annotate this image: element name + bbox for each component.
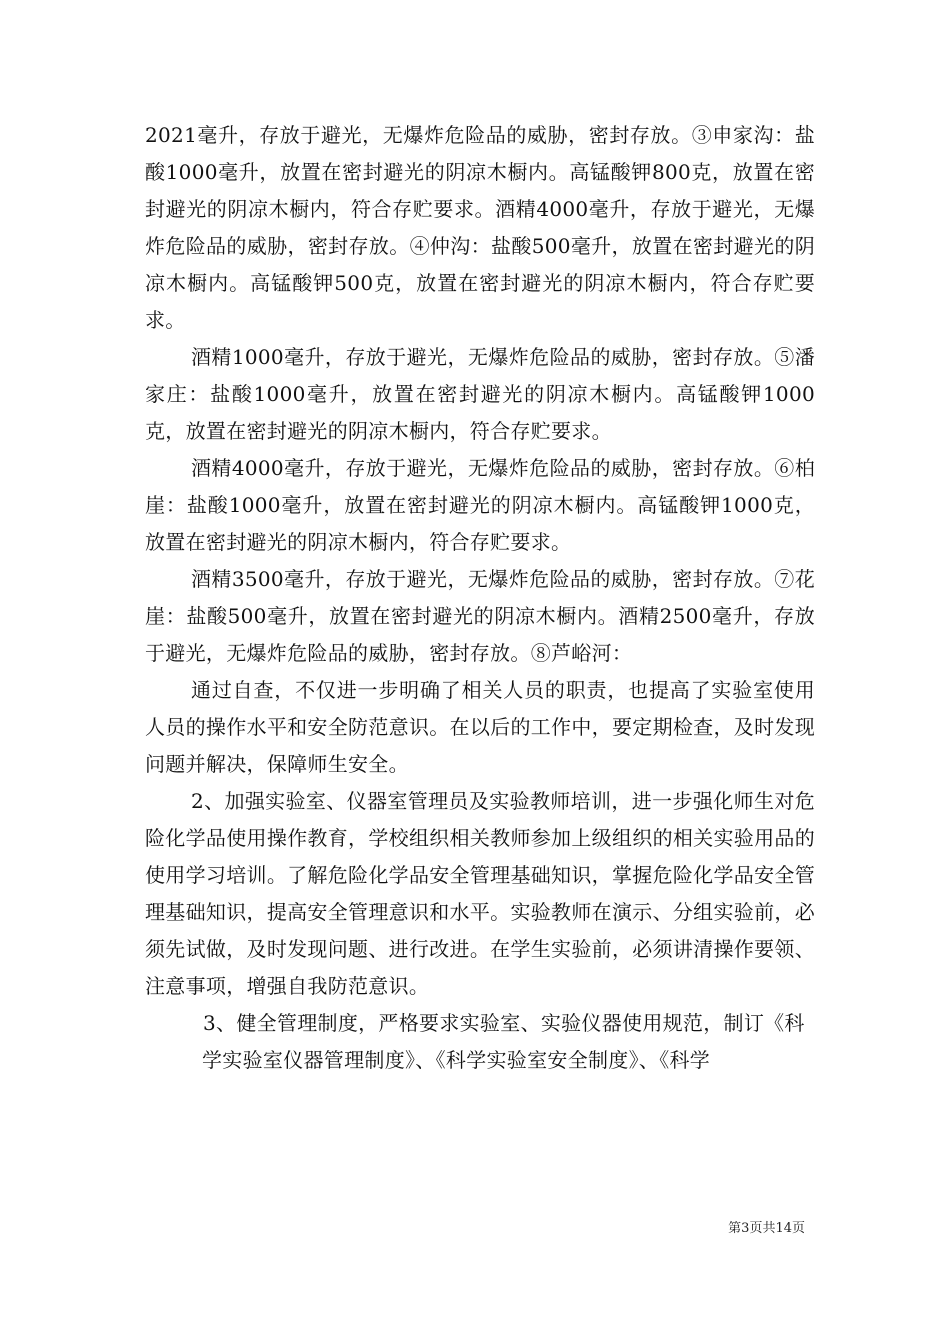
document-body	[145, 117, 815, 1079]
paragraph-4: 酒精3500毫升，存放于避光，无爆炸危险品的威胁，密封存放。⑦花崖：盐酸500毫升，放置在密封避光的阴凉木橱内。酒精2500毫升，存放于避光，无爆炸危险品的威胁，密封存放。⑧芦峪河：	[145, 567, 815, 665]
paragraph-2: 酒精1000毫升，存放于避光，无爆炸危险品的威胁，密封存放。⑤潘家庄：盐酸1000毫升，放置在密封避光的阴凉木橱内。高锰酸钾1000克，放置在密封避光的阴凉木橱内，符合存贮要求。	[145, 345, 815, 443]
paragraph-1: 2021毫升，存放于避光，无爆炸危险品的威胁，密封存放。③申家沟：盐酸1000毫升，放置在密封避光的阴凉木橱内。高锰酸钾800克，放置在密封避光的阴凉木橱内，符合存贮要求。酒精4000毫升，存放于避光，无爆炸危险品的威胁，密封存放。④仲沟：盐酸500毫升，放置在密封避光的阴凉木橱内。高锰酸钾500克，放置在密封避光的阴凉木橱内，符合存贮要求。	[145, 123, 815, 332]
paragraph-3: 酒精4000毫升，存放于避光，无爆炸危险品的威胁，密封存放。⑥柏崖：盐酸1000毫升，放置在密封避光的阴凉木橱内。高锰酸钾1000克，放置在密封避光的阴凉木橱内，符合存贮要求。	[145, 456, 815, 554]
paragraph-5: 通过自查，不仅进一步明确了相关人员的职责，也提高了实验室使用人员的操作水平和安全防范意识。在以后的工作中，要定期检查，及时发现问题并解决，保障师生安全。	[145, 678, 815, 776]
page-number-footer: 第3页共14页	[728, 1221, 805, 1236]
paragraph-8: 学实验室仪器管理制度》、《科学实验室安全制度》、《科学	[202, 1048, 711, 1072]
paragraph-7: 3、健全管理制度，严格要求实验室、实验仪器使用规范，制订《科	[203, 1011, 805, 1035]
paragraph-6: 2、加强实验室、仪器室管理员及实验教师培训，进一步强化师生对危险化学品使用操作教育，学校组织相关教师参加上级组织的相关实验用品的使用学习培训。了解危险化学品安全管理基础知识，掌握危险化学品安全管理基础知识，提高安全管理意识和水平。实验教师在演示、分组实验前，必须先试做，及时发现问题、进行改进。在学生实验前，必须讲清操作要领、注意事项，增强自我防范意识。	[145, 789, 815, 998]
